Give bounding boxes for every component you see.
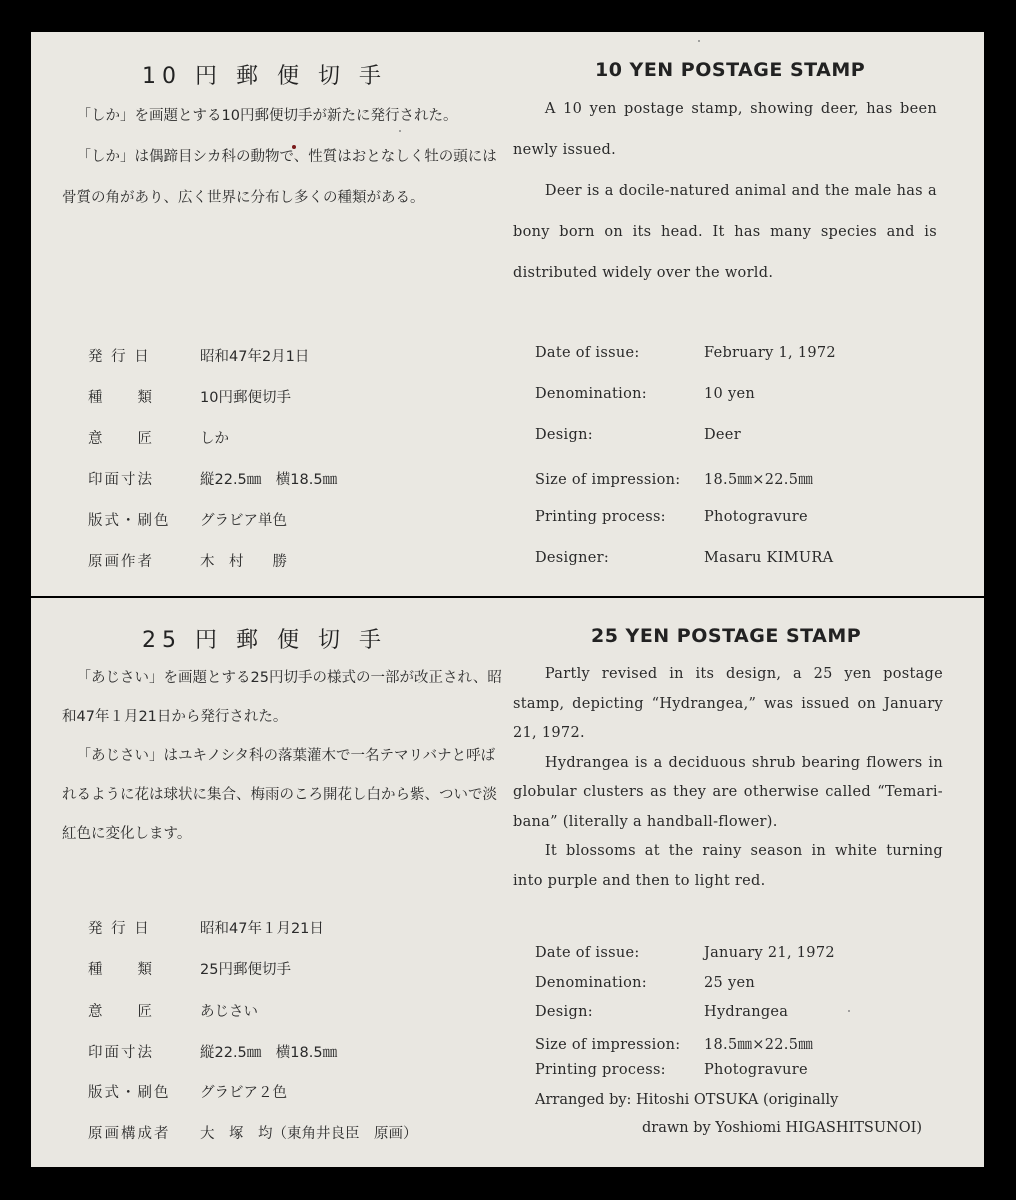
jp-detail-row: [88, 427, 229, 448]
jp-detail-value: 昭和47年１月21日: [200, 921, 324, 937]
jp-detail-label: 版式・刷色: [88, 513, 171, 529]
en-detail-row: [535, 945, 835, 961]
en-detail-value: Photogravure: [704, 1062, 808, 1078]
en-detail-value: February 1, 1972: [704, 345, 836, 361]
jp-detail-label: 原画構成者: [88, 1126, 171, 1142]
en-detail-label: Design:: [535, 427, 593, 443]
en-detail-value: Masaru KIMURA: [704, 550, 834, 566]
en-detail-value: Hydrangea: [704, 1004, 789, 1020]
jp-detail-label: 版式・刷色: [88, 1085, 171, 1101]
en-detail-label: Size of impression:: [535, 472, 681, 488]
jp-detail-label: 発 行 日: [88, 349, 151, 365]
stamp-info-sheet-10-yen: [31, 32, 984, 596]
en-detail-label: Denomination:: [535, 386, 647, 402]
jp-detail-row: [88, 345, 309, 366]
en-detail-label: Printing process:: [535, 1062, 666, 1078]
jp-detail-value: 縦22.5㎜ 横18.5㎜: [200, 1045, 338, 1061]
jp-title: 10 円 郵 便 切 手: [142, 64, 387, 89]
jp-detail-value: 木 村 勝: [200, 554, 287, 570]
jp-detail-row: [88, 1081, 287, 1102]
en-detail-label: Designer:: [535, 550, 610, 566]
en-detail-label: Denomination:: [535, 975, 647, 991]
ink-speck: [848, 1010, 850, 1012]
en-detail-value: January 21, 1972: [704, 945, 835, 961]
jp-detail-value: 大 塚 均（東角井良臣 原画）: [200, 1126, 418, 1142]
jp-paragraph-1: 「しか」を画題とする10円郵便切手が新たに発行された。: [76, 108, 458, 124]
en-detail-row: [535, 1062, 808, 1078]
en-detail-row: [535, 1033, 813, 1054]
en-paragraph-2: Deer is a docile-natured animal and the male has a bony born on its head. It has many species and is distributed widely over the world.: [513, 183, 937, 281]
en-detail-value: Photogravure: [704, 509, 808, 525]
en-detail-value: 18.5㎜×22.5㎜: [704, 472, 814, 488]
jp-detail-label: 意 匠: [88, 1004, 154, 1020]
jp-detail-value: 10円郵便切手: [200, 390, 291, 406]
jp-detail-value: グラビア単色: [200, 513, 287, 529]
en-detail-row: [535, 386, 755, 402]
jp-detail-row: [88, 386, 291, 407]
jp-detail-row: [88, 1000, 258, 1021]
en-detail-row: [535, 345, 836, 361]
en-detail-label: Size of impression:: [535, 1037, 681, 1053]
jp-detail-row: [88, 509, 287, 530]
en-detail-row: [535, 1004, 788, 1020]
jp-detail-value: あじさい: [200, 1004, 258, 1020]
en-detail-row: [535, 468, 813, 489]
ink-speck: [698, 40, 700, 42]
jp-detail-row: [88, 468, 337, 489]
jp-paragraph-2: 「しか」は偶蹄目シカ科の動物で、性質はおとなしく牡の頭には骨質の角があり、広く世界に分布し多くの種類がある。: [62, 149, 497, 206]
en-detail-value: Deer: [704, 427, 741, 443]
stamp-info-sheet-25-yen: [31, 598, 984, 1167]
jp-detail-value: しか: [200, 431, 229, 447]
en-title: 25 YEN POSTAGE STAMP: [591, 625, 862, 647]
en-detail-value: Hitoshi OTSUKA (originally: [636, 1092, 839, 1108]
en-detail-label: Arranged by:: [535, 1092, 632, 1108]
en-detail-row: [535, 550, 833, 566]
en-description: [513, 660, 943, 896]
en-paragraph-3: It blossoms at the rainy season in white turning into purple and then to light red.: [513, 843, 943, 889]
jp-detail-row: [88, 550, 287, 571]
en-detail-value: 25 yen: [704, 975, 755, 991]
jp-detail-row: [88, 1122, 418, 1143]
jp-detail-label: 原画作者: [88, 554, 154, 570]
jp-detail-value: 25円郵便切手: [200, 962, 291, 978]
jp-detail-row: [88, 1041, 337, 1062]
en-detail-row: [535, 509, 808, 525]
jp-description: [62, 659, 503, 854]
en-title: 10 YEN POSTAGE STAMP: [595, 59, 866, 81]
jp-detail-label: 種 類: [88, 390, 154, 406]
en-detail-label: Design:: [535, 1004, 593, 1020]
jp-title: 25 円 郵 便 切 手: [142, 628, 387, 653]
en-paragraph-1: Partly revised in its design, a 25 yen postage stamp, depicting “Hydrangea,” was issued on January 21, 1972.: [513, 666, 943, 741]
en-detail-label: Printing process:: [535, 509, 666, 525]
jp-detail-value: 縦22.5㎜ 横18.5㎜: [200, 472, 338, 488]
jp-paragraph-1: 「あじさい」を画題とする25円切手の様式の一部が改正され、昭和47年１月21日から発行された。: [62, 670, 502, 725]
jp-description: [62, 96, 503, 219]
en-detail-row: [535, 975, 755, 991]
jp-detail-label: 印面寸法: [88, 472, 154, 488]
en-credit-continuation: drawn by Yoshiomi HIGASHITSUNOI): [642, 1120, 923, 1136]
jp-paragraph-2: 「あじさい」はユキノシタ科の落葉灌木で一名テマリバナと呼ばれるように花は球状に集合、梅雨のころ開花し白から紫、ついで淡紅色に変化します。: [62, 748, 497, 842]
ink-speck: [399, 130, 401, 132]
en-paragraph-1: A 10 yen postage stamp, showing deer, has been newly issued.: [513, 101, 937, 158]
en-description: [513, 89, 937, 294]
en-paragraph-2: Hydrangea is a deciduous shrub bearing flowers in globular clusters as they are otherwise called “Temari-bana” (literally a handball-flower).: [513, 754, 943, 830]
jp-detail-label: 発 行 日: [88, 921, 151, 937]
jp-detail-label: 意 匠: [88, 431, 154, 447]
jp-detail-value: グラビア２色: [200, 1085, 287, 1101]
jp-detail-row: [88, 917, 324, 938]
en-detail-value: 18.5㎜×22.5㎜: [704, 1037, 814, 1053]
ink-speck: [292, 145, 296, 149]
jp-detail-row: [88, 958, 291, 979]
jp-detail-value: 昭和47年2月1日: [200, 349, 310, 365]
jp-detail-label: 印面寸法: [88, 1045, 154, 1061]
en-detail-value: 10 yen: [704, 386, 755, 402]
en-detail-label: Date of issue:: [535, 945, 640, 961]
en-detail-label: Date of issue:: [535, 345, 640, 361]
jp-detail-label: 種 類: [88, 962, 154, 978]
en-detail-row: [535, 427, 741, 443]
en-detail-row: [535, 1092, 838, 1108]
